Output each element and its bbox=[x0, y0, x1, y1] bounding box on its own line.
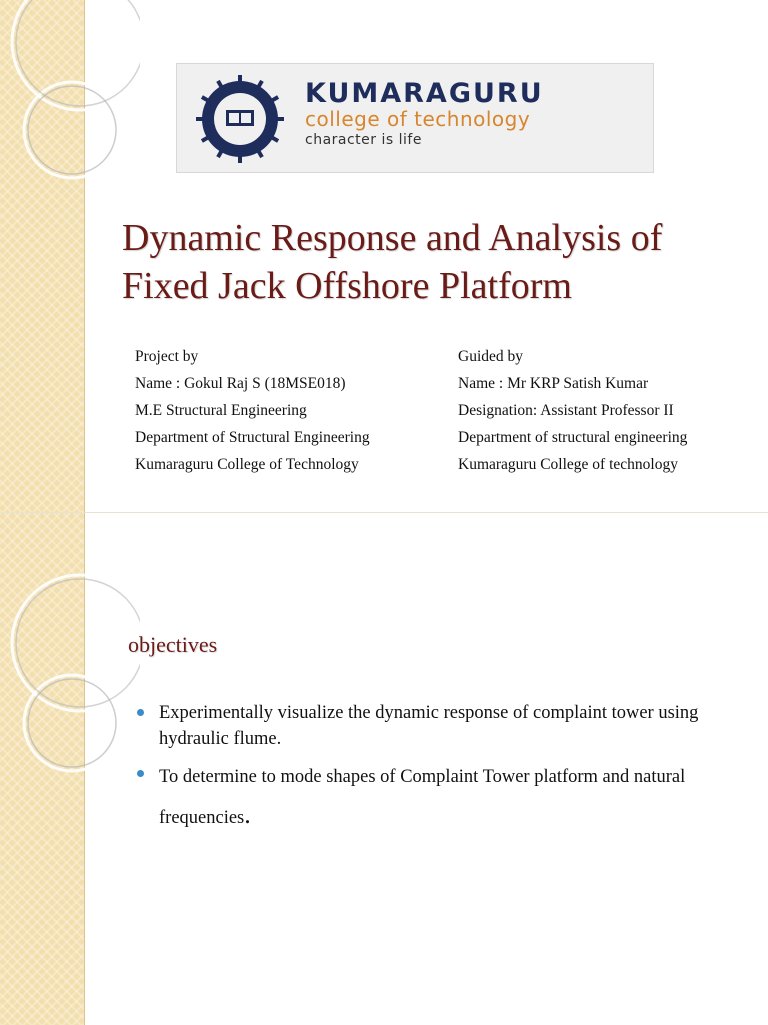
logo-name: KUMARAGURU bbox=[305, 78, 544, 109]
swirl-ornament-icon bbox=[0, 0, 140, 220]
list-item bbox=[135, 700, 735, 752]
student-name: Name : Gokul Raj S (18MSE018) bbox=[135, 375, 346, 392]
seal-icon bbox=[195, 74, 285, 164]
objectives-heading: objectives bbox=[128, 632, 218, 657]
guide-designation: Designation: Assistant Professor II bbox=[458, 402, 674, 419]
student-college: Kumaraguru College of Technology bbox=[135, 456, 359, 473]
guide-name: Name : Mr KRP Satish Kumar bbox=[458, 375, 649, 392]
swirl-ornament-icon bbox=[0, 513, 140, 773]
college-logo bbox=[176, 63, 654, 173]
logo-tagline: character is life bbox=[305, 132, 422, 148]
objective-text-2: To determine to mode shapes of Complaint Tower platform and natural frequencies bbox=[159, 767, 686, 828]
project-label: Project by bbox=[135, 348, 199, 365]
bullet-icon bbox=[137, 770, 144, 777]
objectives-list bbox=[135, 700, 735, 837]
student-program: M.E Structural Engineering bbox=[135, 402, 307, 419]
guide-college: Kumaraguru College of technology bbox=[458, 456, 678, 473]
student-department: Department of Structural Engineering bbox=[135, 429, 370, 446]
title-slide bbox=[0, 0, 768, 512]
title-line-1: Dynamic Response and Analysis of bbox=[122, 217, 663, 259]
guide-info bbox=[458, 343, 748, 478]
objective-period: . bbox=[244, 800, 251, 829]
bullet-icon bbox=[137, 709, 144, 716]
presentation-title bbox=[122, 214, 752, 310]
logo-subtitle: college of technology bbox=[305, 107, 531, 131]
title-line-2: Fixed Jack Offshore Platform bbox=[122, 265, 572, 307]
guide-label: Guided by bbox=[458, 348, 524, 365]
objective-text-1: Experimentally visualize the dynamic response of complaint tower using hydraulic flume. bbox=[159, 703, 699, 749]
project-info bbox=[135, 343, 435, 478]
list-item bbox=[135, 758, 735, 837]
guide-department: Department of structural engineering bbox=[458, 429, 688, 446]
